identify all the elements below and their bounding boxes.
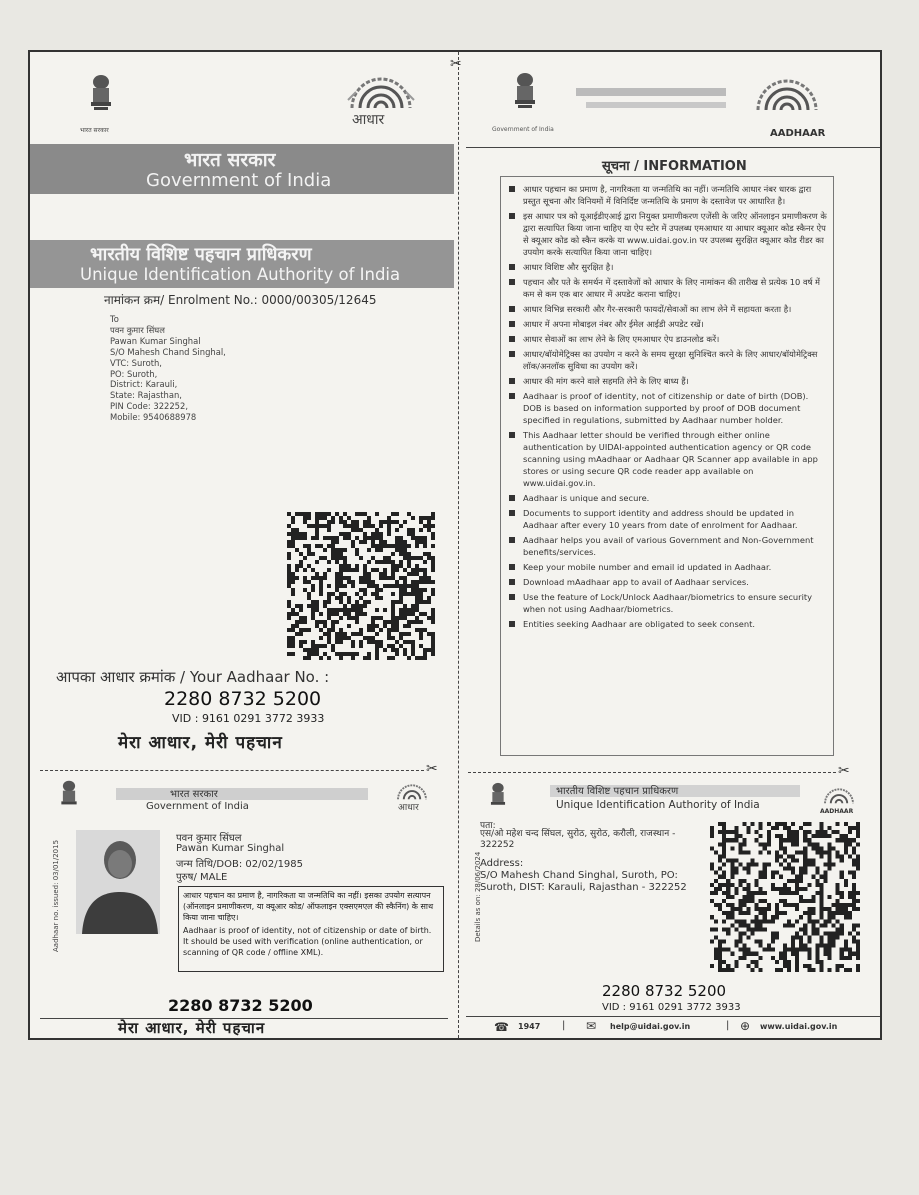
national-emblem-icon: [486, 780, 510, 814]
card-logo-text: आधार: [398, 803, 419, 813]
qr-code: [710, 822, 860, 972]
card-logo-text: AADHAAR: [820, 808, 854, 815]
tagline: मेरा आधार, मेरी पहचान: [118, 733, 283, 753]
address-line: To: [110, 314, 119, 324]
info-item: Entities seeking Aadhaar are obligated to seek consent.: [507, 618, 827, 630]
address-line: PIN Code: 322252,: [110, 401, 189, 412]
card-notice-box: [178, 886, 444, 972]
vid-number: VID : 9161 0291 3772 3933: [172, 712, 325, 725]
card-back-aadhaar-number: 2280 8732 5200: [602, 982, 727, 1000]
address-line: Pawan Kumar Singhal: [110, 335, 201, 346]
card-tagline: मेरा आधार, मेरी पहचान: [118, 1019, 266, 1037]
address-label-hindi: पता:: [480, 821, 496, 831]
scissors-icon: ✂: [450, 56, 462, 72]
address-line: S/O Mahesh Chand Singhal,: [110, 346, 226, 357]
gov-hindi: भारत सरकार: [184, 149, 276, 171]
profile-photo: [76, 830, 160, 934]
address-label: Address:: [480, 858, 524, 869]
address-line: VTC: Suroth,: [110, 357, 162, 368]
card-gender: पुरुष/ MALE: [176, 872, 228, 883]
gov-english: Government of India: [146, 170, 332, 191]
info-item: आधार/बॉयोमेट्रिक्स का उपयोग न करने के समय सुरक्षा सुनिश्चित करने के लिए आधार/बॉयोमेट्रिक्स लॉक/अनलॉक सुविधा का उपयोग करें।: [507, 348, 827, 372]
info-item: आधार सेवाओं का लाभ लेने के लिए एमआधार ऐप डाउनलोड करें।: [507, 333, 827, 345]
phone-icon: ☎: [494, 1020, 509, 1034]
info-item: Keep your mobile number and email id updated in Aadhaar.: [507, 561, 827, 573]
info-item: आधार पहचान का प्रमाण है, नागरिकता या जन्मतिथि का नहीं। जन्मतिथि आधार नंबर धारक द्वारा प्रस्तुत सूचना और विनियमों में विनिर्दिष्ट जन्मतिथि के प्रमाण के दस्तावेज पर आधारित है।: [507, 183, 827, 207]
address-line: PO: Suroth,: [110, 368, 158, 379]
notice-english: Aadhaar is proof of identity, not of citizenship or date of birth. It should be used with verification (online authentication, or scanning of QR code / offline XML).: [183, 926, 432, 957]
national-emblem-icon: [56, 778, 82, 814]
info-item: Aadhaar is unique and secure.: [507, 492, 827, 504]
redacted-strip: [576, 88, 726, 96]
info-list: [501, 177, 833, 630]
header-divider: [466, 147, 880, 148]
info-item: Aadhaar helps you avail of various Government and Non-Government benefits/services.: [507, 534, 827, 558]
separator: |: [726, 1020, 730, 1031]
email-address: help@uidai.gov.in: [610, 1022, 691, 1031]
enrolment-number: नामांकन क्रम/ Enrolment No.: 0000/00305/12645: [104, 293, 377, 307]
national-emblem-icon: [84, 72, 118, 118]
address-line: Mobile: 9540688978: [110, 412, 197, 423]
uidai-english: Unique Identification Authority of India: [80, 265, 401, 284]
national-emblem-icon: [508, 70, 542, 116]
uidai-hindi: भारतीय विशिष्ट पहचान प्राधिकरण: [90, 244, 312, 265]
info-item: पहचान और पते के समर्थन में दस्तावेजों को आधार के लिए नामांकन की तारीख से प्रत्येक 10 वर्ष में कम से कम एक बार आधार में अपडेट कराना चाहिए।: [507, 276, 827, 300]
gov-caption: Government of India: [492, 126, 554, 133]
info-box: [500, 176, 834, 756]
issued-date: Aadhaar no. issued: 03/01/2015: [52, 839, 60, 952]
aadhaar-logo-icon: [748, 74, 826, 128]
aadhaar-logo-icon: [816, 784, 862, 810]
info-item: इस आधार पत्र को यूआईडीएआई द्वारा नियुक्त प्रमाणीकरण एजेंसी के जरिए ऑनलाइन प्रमाणीकरण के द्वारा सत्यापित किया जाना चाहिए या ऐप स्टोर में उपलब्ध एमआधार या आधार क्यूआर कोड स्कैनर ऐप से क्यूआर कोड को स्कैन करके या www.uidai.gov.in पर उपलब्ध सुरक्षित क्यूआर कोड रीडर का उपयोग करके सत्यापित किया जाना चाहिए।: [507, 210, 827, 258]
footer-divider: [466, 1016, 880, 1017]
info-item: This Aadhaar letter should be verified through either online authentication by UIDAI-appointed authentication agency or QR code scanning using mAadhaar or Aadhaar QR Scanner app available in app stores or using secure QR code reader app available on www.uidai.gov.in.: [507, 429, 827, 489]
card-name-hindi: पवन कुमार सिंघल: [176, 833, 242, 844]
center-cut-line: [458, 52, 459, 1038]
aadhaar-number: 2280 8732 5200: [164, 688, 322, 710]
aadhaar-logo-text: AADHAAR: [770, 128, 826, 139]
separator: |: [562, 1020, 566, 1031]
card-gov-hindi: भारत सरकार: [170, 789, 218, 800]
horizontal-cut-line: [40, 770, 424, 771]
info-item: Aadhaar is proof of identity, not of citizenship or date of birth (DOB). DOB is based on information supported by proof of DOB document specified in regulations, submitted by Aadhaar number holder.: [507, 390, 827, 426]
aadhaar-number-label: आपका आधार क्रमांक / Your Aadhaar No. :: [56, 668, 330, 686]
aadhaar-logo-text: आधार: [352, 112, 385, 128]
card-back-vid: VID : 9161 0291 3772 3933: [602, 1002, 741, 1013]
info-item: Documents to support identity and address should be updated in Aadhaar after every 10 years from date of enrolment for Aadhaar.: [507, 507, 827, 531]
info-item: आधार में अपना मोबाइल नंबर और ईमेल आईडी अपडेट रखें।: [507, 318, 827, 330]
website-url: www.uidai.gov.in: [760, 1022, 838, 1031]
card-gov-english: Government of India: [146, 801, 249, 812]
info-item: आधार विशिष्ट और सुरक्षित है।: [507, 261, 827, 273]
info-item: Use the feature of Lock/Unlock Aadhaar/biometrics to ensure security when not using Aadhaar/biometrics.: [507, 591, 827, 615]
redacted-strip: [586, 102, 726, 108]
card-dob: जन्म तिथि/DOB: 02/02/1985: [176, 859, 304, 870]
globe-icon: ⊕: [740, 1019, 751, 1033]
aadhaar-letter: [28, 50, 882, 1040]
address-line: State: Rajasthan,: [110, 390, 182, 401]
notice-hindi: आधार पहचान का प्रमाण है, नागरिकता या जन्मतिथि का नहीं। इसका उपयोग सत्यापन (ऑनलाइन प्रमाणीकरण, या क्यूआर कोड/ ऑफलाइन एक्सएमएल की स्कैनिंग) के साथ किया जाना चाहिए।: [183, 891, 434, 922]
phone-number: 1947: [518, 1022, 541, 1031]
address-english: S/O Mahesh Chand Singhal, Suroth, PO: Suroth, DIST: Karauli, Rajasthan - 322252: [480, 870, 687, 893]
card-header-bar: [116, 788, 368, 800]
horizontal-cut-line: [468, 772, 836, 773]
address-hindi: एस/ओ महेश चन्द सिंघल, सुरोठ, सुरोठ, करौली, राजस्थान - 322252: [480, 829, 676, 850]
scissors-icon: ✂: [838, 763, 850, 779]
info-item: Download mAadhaar app to avail of Aadhaar services.: [507, 576, 827, 588]
qr-code: [286, 512, 436, 660]
address-line: District: Karauli,: [110, 379, 178, 390]
address-line: पवन कुमार सिंघल: [110, 324, 165, 335]
details-date: Details as on: 28/06/2024: [474, 851, 482, 942]
info-item: आधार की मांग करने वाले सहमति लेने के लिए बाध्य हैं।: [507, 375, 827, 387]
emblem-caption: भारत सरकार: [80, 127, 109, 134]
card-uidai-english: Unique Identification Authority of India: [556, 799, 760, 811]
card-aadhaar-number: 2280 8732 5200: [168, 996, 313, 1015]
card-uidai-hindi: भारतीय विशिष्ट पहचान प्राधिकरण: [556, 786, 679, 797]
email-icon: ✉: [586, 1019, 597, 1033]
recipient-address: [110, 314, 226, 423]
info-title: सूचना / INFORMATION: [602, 159, 747, 174]
scissors-icon: ✂: [426, 761, 438, 777]
card-name-english: Pawan Kumar Singhal: [176, 843, 285, 854]
info-item: आधार विभिन्न सरकारी और गैर-सरकारी फायदों/सेवाओं का लाभ लेने में सहायता करता है।: [507, 303, 827, 315]
